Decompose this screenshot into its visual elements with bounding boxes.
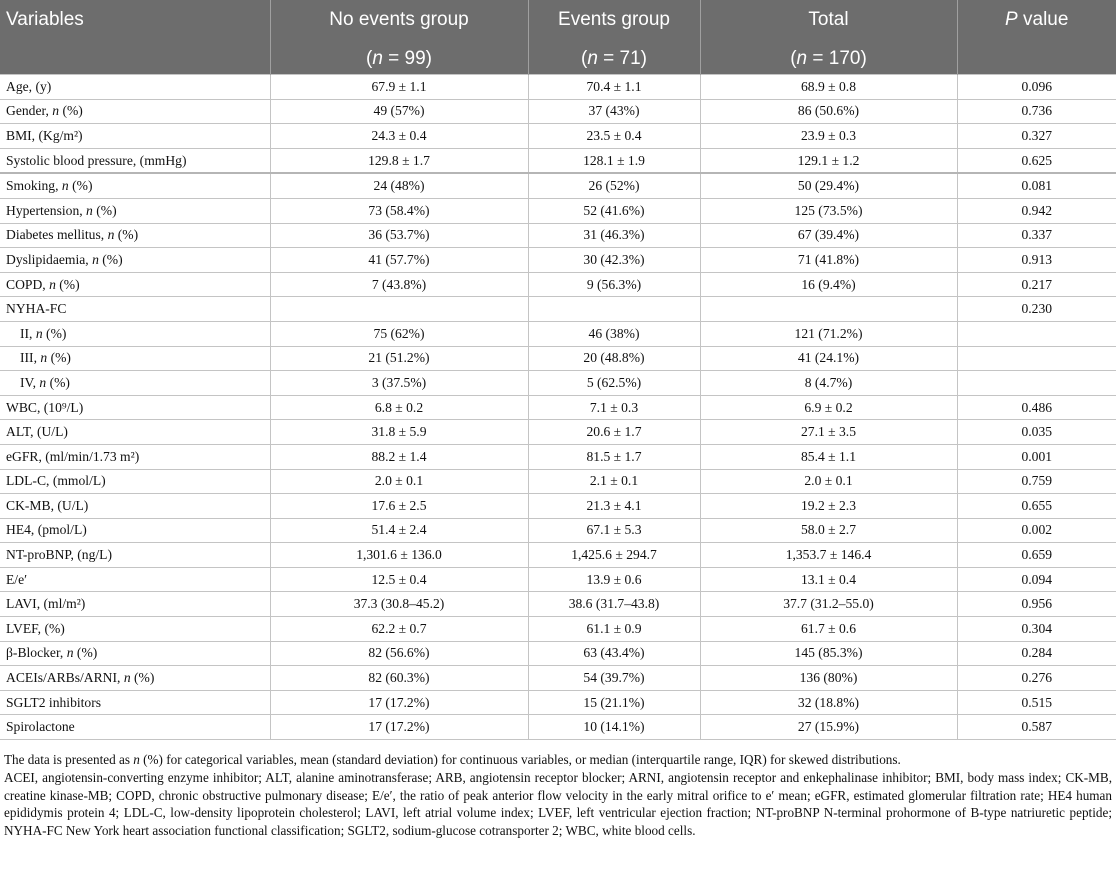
p-value-cell: 0.217 (957, 272, 1116, 297)
no-events-cell (270, 297, 528, 322)
p-value-cell: 0.587 (957, 715, 1116, 740)
events-cell: 54 (39.7%) (528, 666, 700, 691)
total-cell: 129.1 ± 1.2 (700, 148, 957, 173)
total-cell: 67 (39.4%) (700, 223, 957, 248)
variable-cell: Age, (y) (0, 75, 270, 100)
variable-cell: Smoking, n (%) (0, 173, 270, 198)
p-value-cell (957, 346, 1116, 371)
variable-cell: β-Blocker, n (%) (0, 641, 270, 666)
events-cell: 23.5 ± 0.4 (528, 124, 700, 149)
header-total: Total (700, 0, 957, 43)
table-row (0, 371, 1116, 396)
no-events-cell: 17.6 ± 2.5 (270, 494, 528, 519)
total-cell: 61.7 ± 0.6 (700, 617, 957, 642)
variable-cell: NYHA-FC (0, 297, 270, 322)
no-events-cell: 3 (37.5%) (270, 371, 528, 396)
p-value-cell (957, 321, 1116, 346)
p-value-cell: 0.337 (957, 223, 1116, 248)
total-cell: 136 (80%) (700, 666, 957, 691)
no-events-cell: 88.2 ± 1.4 (270, 444, 528, 469)
p-value-cell: 0.081 (957, 173, 1116, 198)
total-cell: 50 (29.4%) (700, 173, 957, 198)
events-cell: 37 (43%) (528, 99, 700, 124)
table-row (0, 124, 1116, 149)
variable-cell: HE4, (pmol/L) (0, 518, 270, 543)
variable-cell: Gender, n (%) (0, 99, 270, 124)
no-events-cell: 75 (62%) (270, 321, 528, 346)
p-value-cell: 0.942 (957, 198, 1116, 223)
p-value-cell: 0.655 (957, 494, 1116, 519)
variable-cell: IV, n (%) (0, 371, 270, 396)
events-cell: 7.1 ± 0.3 (528, 395, 700, 420)
no-events-cell: 2.0 ± 0.1 (270, 469, 528, 494)
events-cell: 52 (41.6%) (528, 198, 700, 223)
no-events-cell: 7 (43.8%) (270, 272, 528, 297)
events-cell: 128.1 ± 1.9 (528, 148, 700, 173)
events-cell: 61.1 ± 0.9 (528, 617, 700, 642)
table-header (0, 0, 1116, 75)
variable-cell: III, n (%) (0, 346, 270, 371)
variable-cell: Systolic blood pressure, (mmHg) (0, 148, 270, 173)
table-footnotes (0, 740, 1116, 840)
table-row (0, 666, 1116, 691)
variable-cell: ACEIs/ARBs/ARNI, n (%) (0, 666, 270, 691)
no-events-cell: 82 (56.6%) (270, 641, 528, 666)
variable-cell: Spirolactone (0, 715, 270, 740)
events-cell: 2.1 ± 0.1 (528, 469, 700, 494)
total-cell: 41 (24.1%) (700, 346, 957, 371)
table-body (0, 75, 1116, 740)
events-cell (528, 297, 700, 322)
events-cell: 31 (46.3%) (528, 223, 700, 248)
table-row (0, 173, 1116, 198)
variable-cell: CK-MB, (U/L) (0, 494, 270, 519)
table-row (0, 444, 1116, 469)
no-events-cell: 129.8 ± 1.7 (270, 148, 528, 173)
variable-cell: SGLT2 inhibitors (0, 690, 270, 715)
variable-cell: ALT, (U/L) (0, 420, 270, 445)
table-row (0, 99, 1116, 124)
no-events-cell: 12.5 ± 0.4 (270, 567, 528, 592)
no-events-cell: 67.9 ± 1.1 (270, 75, 528, 100)
total-cell: 85.4 ± 1.1 (700, 444, 957, 469)
total-cell: 6.9 ± 0.2 (700, 395, 957, 420)
table-row (0, 248, 1116, 273)
footnote-data-presentation: The data is presented as n (%) for categorical variables, mean (standard deviation) for continuous variables, or median (interquartile range, IQR) for skewed distributions. (4, 752, 901, 768)
table-row (0, 543, 1116, 568)
p-value-cell: 0.035 (957, 420, 1116, 445)
table-row (0, 641, 1116, 666)
variable-cell: II, n (%) (0, 321, 270, 346)
total-cell: 19.2 ± 2.3 (700, 494, 957, 519)
events-cell: 20 (48.8%) (528, 346, 700, 371)
total-cell: 86 (50.6%) (700, 99, 957, 124)
table-row (0, 346, 1116, 371)
p-value-cell: 0.230 (957, 297, 1116, 322)
header-total-n: (n = 170) (700, 43, 957, 75)
table-row (0, 223, 1116, 248)
p-value-cell: 0.276 (957, 666, 1116, 691)
table-row (0, 297, 1116, 322)
table-row (0, 715, 1116, 740)
header-variables: Variables (0, 0, 270, 43)
table-row (0, 494, 1116, 519)
no-events-cell: 6.8 ± 0.2 (270, 395, 528, 420)
variable-cell: LVEF, (%) (0, 617, 270, 642)
total-cell: 27.1 ± 3.5 (700, 420, 957, 445)
header-blank (0, 43, 270, 75)
variable-cell: WBC, (10⁹/L) (0, 395, 270, 420)
events-cell: 13.9 ± 0.6 (528, 567, 700, 592)
variable-cell: E/e′ (0, 567, 270, 592)
events-cell: 63 (43.4%) (528, 641, 700, 666)
header-p-value: P value (957, 0, 1116, 43)
events-cell: 30 (42.3%) (528, 248, 700, 273)
no-events-cell: 24 (48%) (270, 173, 528, 198)
variable-cell: LDL-C, (mmol/L) (0, 469, 270, 494)
table-row (0, 148, 1116, 173)
total-cell: 1,353.7 ± 146.4 (700, 543, 957, 568)
p-value-cell: 0.736 (957, 99, 1116, 124)
table-row (0, 469, 1116, 494)
table-row (0, 272, 1116, 297)
table-row (0, 198, 1116, 223)
events-cell: 38.6 (31.7–43.8) (528, 592, 700, 617)
total-cell: 27 (15.9%) (700, 715, 957, 740)
table-row (0, 75, 1116, 100)
p-value-cell: 0.096 (957, 75, 1116, 100)
variable-cell: Hypertension, n (%) (0, 198, 270, 223)
p-value-cell: 0.002 (957, 518, 1116, 543)
no-events-cell: 73 (58.4%) (270, 198, 528, 223)
table-row (0, 592, 1116, 617)
header-blank-p (957, 43, 1116, 75)
variable-cell: BMI, (Kg/m²) (0, 124, 270, 149)
p-value-cell: 0.094 (957, 567, 1116, 592)
footnote-abbreviations: ACEI, angiotensin-converting enzyme inhibitor; ALT, alanine aminotransferase; ARB, angiotensin receptor blocker; ARNI, angiotensin receptor and enkephalinase inhibitor; BMI, body mass index; CK-MB, creatine kinase-MB; COPD, chronic obstructive pulmonary disease; E/e′, the ratio of peak anterior flow velocity in the early mitral orifice to e′ mean; eGFR, estimated glomerular filtration rate; HE4 human epididymis protein 4; LDL-C, low-density lipoprotein cholesterol; LAVI, left atrial volume index; LVEF, left ventricular ejection fraction; NT-proBNP N-terminal prohormone of B-type natriuretic peptide; NYHA-FC New York heart association functional classification; SGLT2, sodium-glucose cotransporter 2; WBC, white blood cells. (4, 769, 1112, 839)
table-row (0, 395, 1116, 420)
p-value-cell: 0.304 (957, 617, 1116, 642)
total-cell: 23.9 ± 0.3 (700, 124, 957, 149)
total-cell: 32 (18.8%) (700, 690, 957, 715)
no-events-cell: 36 (53.7%) (270, 223, 528, 248)
events-cell: 81.5 ± 1.7 (528, 444, 700, 469)
p-value-cell: 0.659 (957, 543, 1116, 568)
events-cell: 26 (52%) (528, 173, 700, 198)
no-events-cell: 24.3 ± 0.4 (270, 124, 528, 149)
table-row (0, 617, 1116, 642)
events-cell: 1,425.6 ± 294.7 (528, 543, 700, 568)
variable-cell: NT-proBNP, (ng/L) (0, 543, 270, 568)
p-value-cell: 0.327 (957, 124, 1116, 149)
variable-cell: LAVI, (ml/m²) (0, 592, 270, 617)
total-cell: 58.0 ± 2.7 (700, 518, 957, 543)
events-cell: 21.3 ± 4.1 (528, 494, 700, 519)
no-events-cell: 37.3 (30.8–45.2) (270, 592, 528, 617)
no-events-cell: 17 (17.2%) (270, 715, 528, 740)
events-cell: 10 (14.1%) (528, 715, 700, 740)
header-no-events-n: (n = 99) (270, 43, 528, 75)
total-cell: 68.9 ± 0.8 (700, 75, 957, 100)
total-cell: 13.1 ± 0.4 (700, 567, 957, 592)
header-events-n: (n = 71) (528, 43, 700, 75)
events-cell: 9 (56.3%) (528, 272, 700, 297)
no-events-cell: 82 (60.3%) (270, 666, 528, 691)
events-cell: 70.4 ± 1.1 (528, 75, 700, 100)
table-row (0, 567, 1116, 592)
p-value-cell: 0.284 (957, 641, 1116, 666)
events-cell: 46 (38%) (528, 321, 700, 346)
total-cell: 16 (9.4%) (700, 272, 957, 297)
no-events-cell: 62.2 ± 0.7 (270, 617, 528, 642)
no-events-cell: 41 (57.7%) (270, 248, 528, 273)
table-row (0, 690, 1116, 715)
p-value-cell: 0.956 (957, 592, 1116, 617)
events-cell: 67.1 ± 5.3 (528, 518, 700, 543)
table-row (0, 321, 1116, 346)
no-events-cell: 51.4 ± 2.4 (270, 518, 528, 543)
no-events-cell: 31.8 ± 5.9 (270, 420, 528, 445)
header-events-group: Events group (528, 0, 700, 43)
total-cell (700, 297, 957, 322)
events-cell: 20.6 ± 1.7 (528, 420, 700, 445)
p-value-cell: 0.486 (957, 395, 1116, 420)
table-row (0, 420, 1116, 445)
p-value-cell: 0.001 (957, 444, 1116, 469)
events-cell: 15 (21.1%) (528, 690, 700, 715)
variable-cell: COPD, n (%) (0, 272, 270, 297)
total-cell: 145 (85.3%) (700, 641, 957, 666)
total-cell: 71 (41.8%) (700, 248, 957, 273)
no-events-cell: 1,301.6 ± 136.0 (270, 543, 528, 568)
total-cell: 121 (71.2%) (700, 321, 957, 346)
no-events-cell: 17 (17.2%) (270, 690, 528, 715)
events-cell: 5 (62.5%) (528, 371, 700, 396)
p-value-cell (957, 371, 1116, 396)
p-value-cell: 0.515 (957, 690, 1116, 715)
p-value-cell: 0.759 (957, 469, 1116, 494)
no-events-cell: 49 (57%) (270, 99, 528, 124)
variable-cell: Dyslipidaemia, n (%) (0, 248, 270, 273)
p-value-cell: 0.625 (957, 148, 1116, 173)
header-no-events-group: No events group (270, 0, 528, 43)
total-cell: 37.7 (31.2–55.0) (700, 592, 957, 617)
no-events-cell: 21 (51.2%) (270, 346, 528, 371)
table-row (0, 518, 1116, 543)
p-value-cell: 0.913 (957, 248, 1116, 273)
variable-cell: eGFR, (ml/min/1.73 m²) (0, 444, 270, 469)
total-cell: 8 (4.7%) (700, 371, 957, 396)
total-cell: 125 (73.5%) (700, 198, 957, 223)
total-cell: 2.0 ± 0.1 (700, 469, 957, 494)
variable-cell: Diabetes mellitus, n (%) (0, 223, 270, 248)
